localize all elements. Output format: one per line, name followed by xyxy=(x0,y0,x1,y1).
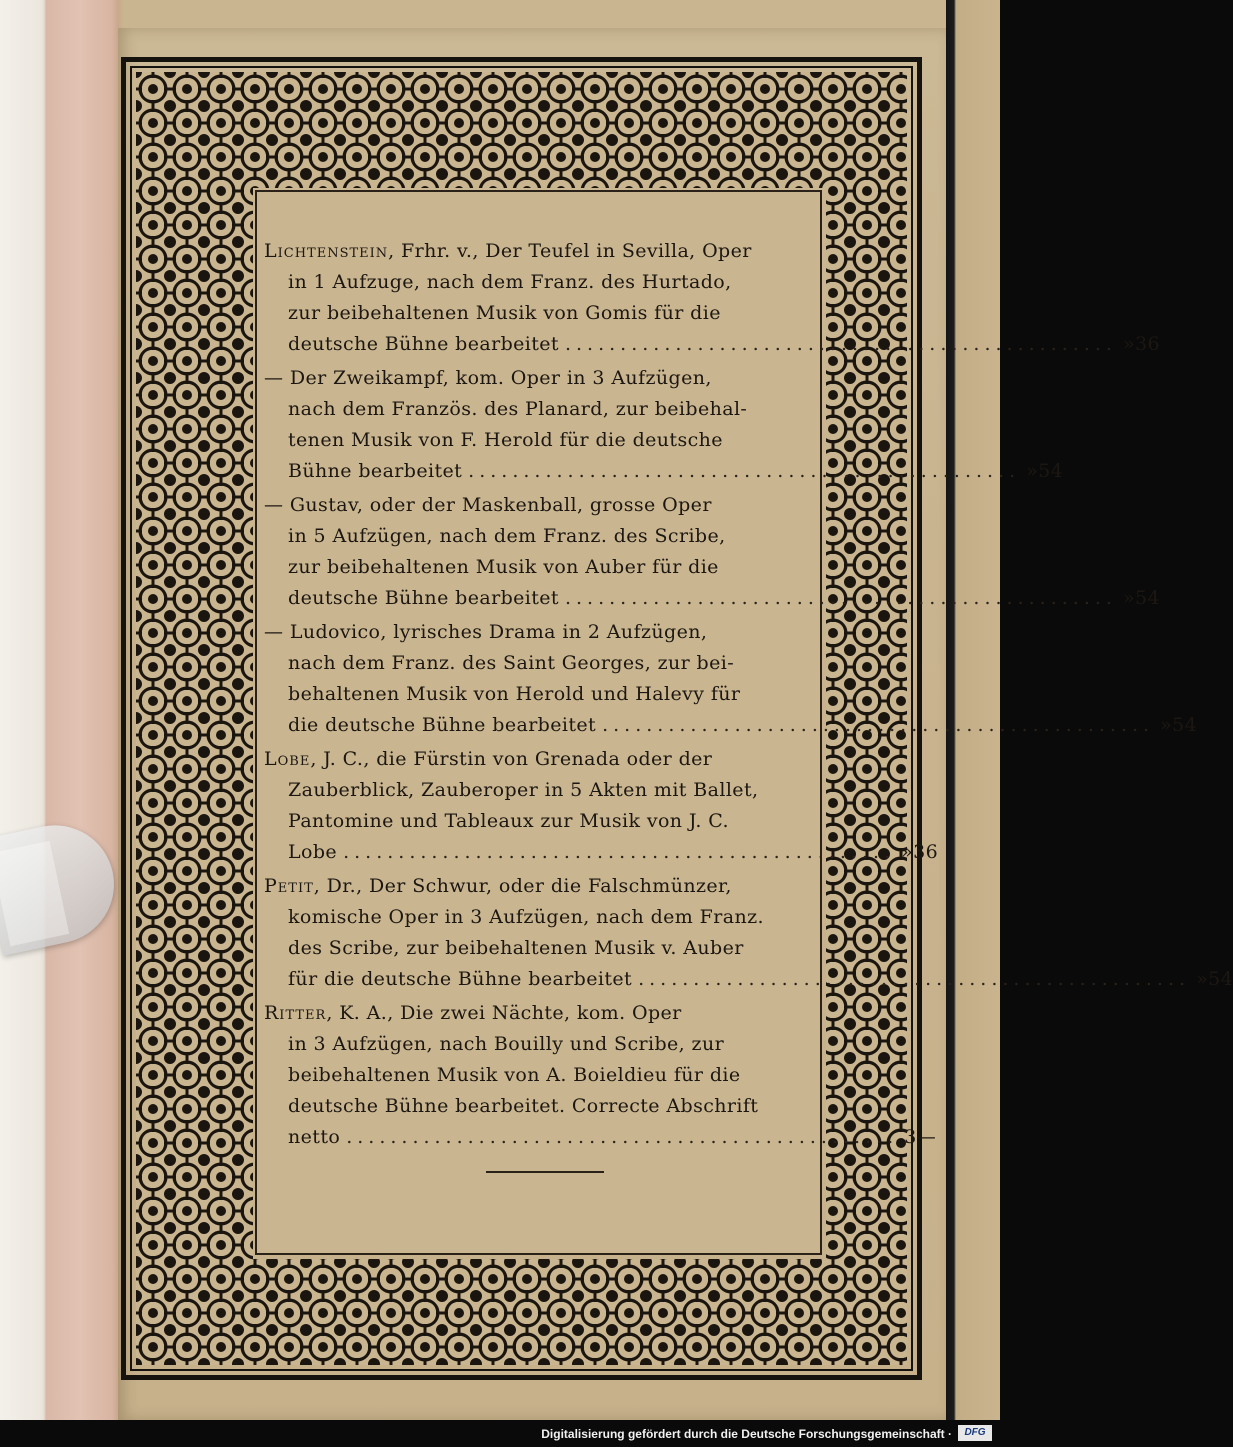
leader-dots: .................................................. xyxy=(346,1126,899,1148)
entry-line xyxy=(264,998,824,1029)
entry-ditto: » xyxy=(1196,968,1209,990)
entry-line: zur beibehaltenen Musik von Gomis für die xyxy=(288,302,721,324)
entry-text: , Frhr. v., Der Teufel in Sevilla, Oper xyxy=(388,240,752,262)
entry-ditto: » xyxy=(1122,587,1135,609)
entry-ditto: » xyxy=(901,841,914,863)
entry-price: 36 xyxy=(913,841,939,863)
entry-ditto: » xyxy=(1026,460,1039,482)
leader-dots: .................................................. xyxy=(602,714,1155,736)
entry-price: 54 xyxy=(1038,460,1064,482)
entry-author: Lobe xyxy=(264,748,311,770)
entry-text: , Dr., Der Schwur, oder die Falschmünzer, xyxy=(313,875,732,897)
entry-last-line xyxy=(264,1122,937,1153)
entry-text: die deutsche Bühne bearbeitet xyxy=(288,714,597,736)
entry-price: 36 xyxy=(1134,333,1160,355)
entry-line: nach dem Französ. des Planard, zur beibehal- xyxy=(288,398,748,420)
entry-author: Ritter xyxy=(264,1002,327,1024)
entry-text: deutsche Bühne bearbeitet xyxy=(288,333,559,355)
entry-line: tenen Musik von F. Herold für die deutsche xyxy=(288,429,723,451)
entry-line: komische Oper in 3 Aufzügen, nach dem Franz. xyxy=(288,906,764,928)
entry-line xyxy=(264,236,824,267)
catalog-entry xyxy=(264,490,1160,614)
entry-text: für die deutsche Bühne bearbeitet xyxy=(288,968,633,990)
footer-credit: Digitalisierung gefördert durch die Deutsche Forschungsgemeinschaft · xyxy=(541,1427,952,1441)
entry-price: — xyxy=(916,1126,937,1148)
entry-text: deutsche Bühne bearbeitet xyxy=(288,587,559,609)
entry-last-line xyxy=(264,837,939,868)
entry-line xyxy=(264,871,824,902)
catalog-entry xyxy=(264,236,1160,360)
entry-text: Bühne bearbeitet xyxy=(288,460,463,482)
catalog-entry xyxy=(264,363,1064,487)
leader-dots: .................................................. xyxy=(343,841,896,863)
dfg-logo: DFG xyxy=(958,1425,992,1441)
entry-line: Pantomine und Tableaux zur Musik von J. C. xyxy=(288,810,729,832)
entry-text: netto xyxy=(288,1126,341,1148)
entry-last-line xyxy=(264,456,1064,487)
entry-line: in 3 Aufzügen, nach Bouilly und Scribe, zur xyxy=(288,1033,725,1055)
digitization-footer xyxy=(0,1420,1000,1447)
entry-last-line xyxy=(264,583,1160,614)
entry-line: des Scribe, zur beibehaltenen Musik v. Auber xyxy=(288,937,744,959)
entry-ditto: » xyxy=(1122,333,1135,355)
entry-price: 54 xyxy=(1134,587,1160,609)
entry-author: Lichtenstein xyxy=(264,240,389,262)
entry-price: 54 xyxy=(1172,714,1198,736)
leader-dots: .................................................. xyxy=(468,460,1021,482)
entry-author: Petit xyxy=(264,875,314,897)
leader-dots: .................................................. xyxy=(564,587,1117,609)
entry-line: — Der Zweikampf, kom. Oper in 3 Aufzügen, xyxy=(264,367,712,389)
entry-text: Lobe xyxy=(288,841,338,863)
entry-line: — Ludovico, lyrisches Drama in 2 Aufzügen, xyxy=(264,621,708,643)
entry-line xyxy=(264,744,824,775)
entry-last-line xyxy=(264,964,1233,995)
catalog-entry xyxy=(264,871,1233,995)
entry-line: zur beibehaltenen Musik von Auber für die xyxy=(288,556,719,578)
entry-ditto: 3 xyxy=(904,1126,917,1148)
entry-line: deutsche Bühne bearbeitet. Correcte Abschrift xyxy=(288,1095,759,1117)
entry-line: Zauberblick, Zauberoper in 5 Akten mit Ballet, xyxy=(288,779,759,801)
entry-text: , J. C., die Fürstin von Grenada oder der xyxy=(310,748,713,770)
closing-rule xyxy=(486,1171,604,1173)
entry-price: 54 xyxy=(1208,968,1233,990)
entry-line: in 5 Aufzügen, nach dem Franz. des Scribe, xyxy=(288,525,726,547)
entry-last-line xyxy=(264,329,1160,360)
entry-line: — Gustav, oder der Maskenball, grosse Oper xyxy=(264,494,712,516)
leader-dots: .................................................. xyxy=(564,333,1117,355)
entry-line: behaltenen Musik von Herold und Halevy für xyxy=(288,683,741,705)
catalog-entry xyxy=(264,998,937,1153)
entry-last-line xyxy=(264,710,1198,741)
entry-line: beibehaltenen Musik von A. Boieldieu für die xyxy=(288,1064,741,1086)
entry-line: in 1 Aufzuge, nach dem Franz. des Hurtado, xyxy=(288,271,732,293)
entry-line: nach dem Franz. des Saint Georges, zur bei- xyxy=(288,652,735,674)
catalog-entries xyxy=(264,236,1233,1156)
catalog-entry xyxy=(264,744,939,868)
entry-ditto: » xyxy=(1160,714,1173,736)
leader-dots: .................................................. xyxy=(638,968,1191,990)
entry-text: , K. A., Die zwei Nächte, kom. Oper xyxy=(326,1002,682,1024)
catalog-entry xyxy=(264,617,1198,741)
